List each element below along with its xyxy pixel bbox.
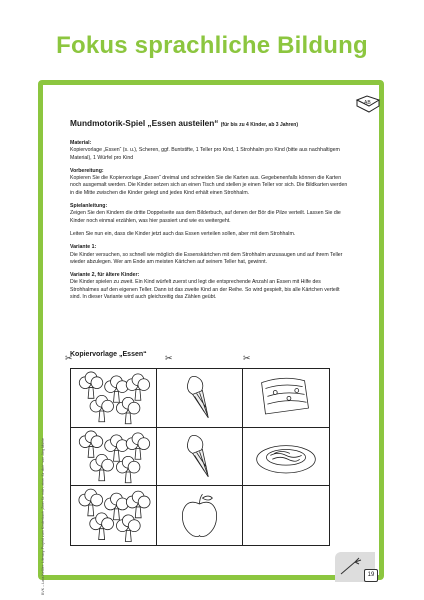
food-card bbox=[157, 486, 243, 545]
page-number: 19 bbox=[364, 569, 378, 582]
section-heading: Material: bbox=[70, 140, 92, 146]
section-heading: Vorbereitung: bbox=[70, 167, 104, 174]
section-variante-1 bbox=[70, 244, 350, 266]
food-card bbox=[243, 428, 329, 487]
section-spielanleitung bbox=[70, 203, 350, 225]
food-card bbox=[71, 369, 157, 428]
kopiervorlage-title: Kopiervorlage „Essen“ bbox=[70, 351, 147, 358]
section-vorbereitung bbox=[70, 168, 350, 197]
spaghetti-plate-icon bbox=[243, 428, 329, 486]
worksheet-frame bbox=[38, 80, 384, 595]
section-variante-2 bbox=[70, 272, 350, 301]
ice-cream-icon bbox=[157, 369, 242, 427]
section-text: Kopieren Sie die Kopiervorlage „Essen“ dreimal und schneiden Sie die Karten aus. Gegebenenfalls können die Karten noch ausgemalt werden. Die Kinder setzen sich an einen Tisch und stellen je einen Teller vor sich. Die Bildkarten werden in die Mitte zwischen die Kinder gelegt und jedes Kind erhält einen Strohhalm. bbox=[70, 175, 348, 196]
food-card-grid bbox=[70, 368, 330, 546]
section-text: Die Kinder spielen zu zweit. Ein Kind würfelt zuerst und legt die entsprechende Anzahl an Essen mit Hilfe des Strohhalmes auf den eigenen Teller. Dann ist das zweite Kind an der Reihe. So wird gespielt, bis alle Kärtchen verteilt sind. In dieser Variante wird auch gleichzeitig das Zählen geübt. bbox=[70, 279, 340, 301]
broccoli-icon bbox=[71, 369, 156, 427]
section-text: Kopiervorlage „Essen“ (s. u.), Scheren, ggf. Buntstifte, 1 Teller pro Kind, 1 Strohhalm pro Kind (bitte aus nachhaltigem Material), 1 Würfel pro Kind bbox=[70, 147, 340, 161]
svg-text:AB: AB bbox=[364, 100, 371, 106]
section-text: Die Kinder versuchen, so schnell wie möglich die Essenskärtchen mit dem Strohhalm anzusaugen und auf ihrem Teller wieder abzulegen. Wer am Ende am meisten Kärtchen auf seinem Teller hat, gewinnt. bbox=[70, 251, 343, 265]
section-intro bbox=[70, 231, 350, 238]
broccoli-icon bbox=[71, 486, 156, 545]
section-heading: Variante 2, für ältere Kinder: bbox=[70, 272, 140, 279]
book-icon bbox=[355, 92, 381, 114]
scissors-icon: ✂ bbox=[243, 353, 251, 363]
worksheet-content bbox=[70, 118, 350, 307]
scissors-icon: ✂ bbox=[165, 353, 173, 363]
section-text: Zeigen Sie den Kindern die dritte Doppelseite aus dem Bilderbuch, auf denen der Bör die Pilze verteilt. Lassen Sie die Kinder noch einmal erzählen, was hier passiert und wie es weitergeht. bbox=[70, 210, 341, 224]
section-heading: Spielanleitung: bbox=[70, 203, 108, 210]
food-card bbox=[157, 369, 243, 428]
food-card bbox=[243, 369, 329, 428]
ice-cream-icon bbox=[157, 428, 242, 486]
section-text: Leiten Sie nun ein, dass die Kinder jetzt auch das Essen verteilen sollen, aber mit dem Strohhalm. bbox=[70, 230, 296, 237]
section-material bbox=[70, 140, 350, 162]
food-card-empty bbox=[243, 486, 329, 545]
game-title bbox=[70, 118, 350, 128]
page-header-title: Fokus sprachliche Bildung bbox=[56, 32, 368, 59]
broccoli-icon bbox=[71, 428, 156, 486]
copyright-side-text: BVK – Lara Keßler: Literacy-Projekt zum Kinderbuch „Zwei für mich, einer für dich“ von Jörg Mühle bbox=[41, 438, 45, 595]
game-title-main: Mundmotorik-Spiel „Essen austeilen“ bbox=[70, 118, 219, 128]
scissors-icon: ✂ bbox=[65, 353, 73, 363]
food-card bbox=[71, 428, 157, 487]
apple-icon bbox=[157, 486, 242, 545]
pizza-cone-icon bbox=[243, 369, 329, 427]
section-heading: Variante 1: bbox=[70, 244, 97, 251]
food-card bbox=[71, 486, 157, 545]
game-title-sub: (für bis zu 4 Kinder, ab 3 Jahren) bbox=[220, 122, 299, 128]
food-card bbox=[157, 428, 243, 487]
